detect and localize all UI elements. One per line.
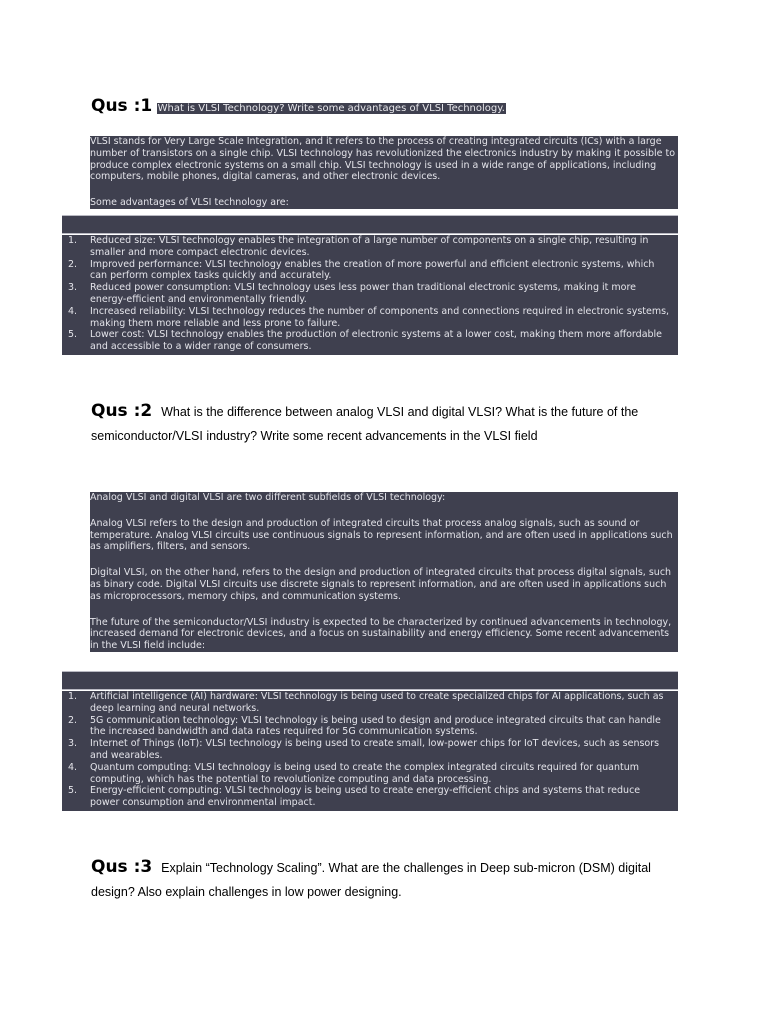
answer-2-p2: Analog VLSI refers to the design and production of integrated circuits that process analog signals, such as sound or temperature. Analog VLSI circuits use continuous signals to represent information, and are often used in applications such as amplifiers, filters, and sensors. bbox=[90, 517, 673, 553]
divider bbox=[62, 689, 678, 690]
question-1-heading bbox=[91, 96, 506, 116]
answer-2-gap-strip bbox=[62, 672, 678, 689]
answer-2-p1: Analog VLSI and digital VLSI are two different subfields of VLSI technology: bbox=[90, 492, 446, 503]
list-item: 4. Quantum computing: VLSI technology is being used to create the complex integrated circuits required for quantum computing, which has the potential to revolutionize computing and data processing. bbox=[68, 761, 639, 785]
question-1-label: Qus :1 bbox=[91, 96, 153, 116]
question-2-text: What is the difference between analog VLSI and digital VLSI? What is the future of the semiconductor/VLSI industry? Write some recent advancements in the VLSI field bbox=[91, 405, 639, 443]
list-item: 1. Artificial intelligence (AI) hardware: VLSI technology is being used to create specialized chips for AI applications, such as deep learning and neural networks. bbox=[68, 691, 664, 714]
list-item: 2. Improved performance: VLSI technology enables the creation of more powerful and efficient electronic systems, which can perform complex tasks quickly and accurately. bbox=[68, 258, 655, 282]
answer-2-list bbox=[62, 691, 678, 811]
list-item: 2. 5G communication technology: VLSI technology is being used to design and produce integrated circuits that can handle the increased bandwidth and data rates required for 5G communication systems. bbox=[68, 714, 661, 738]
question-2-label: Qus :2 bbox=[91, 401, 153, 421]
question-3-text: Explain “Technology Scaling”. What are the challenges in Deep sub-micron (DSM) digital design? Also explain challenges in low power designing. bbox=[91, 861, 651, 899]
list-item: 3. Reduced power consumption: VLSI technology uses less power than traditional electronic systems, making it more energy-efficient and environmentally friendly. bbox=[68, 282, 636, 305]
answer-2-text-block bbox=[90, 492, 678, 652]
answer-1-list bbox=[62, 235, 678, 355]
list-item: 5. Lower cost: VLSI technology enables the production of electronic systems at a lower cost, making them more affordable and accessible to a wider range of consumers. bbox=[68, 329, 663, 353]
answer-1-intro-block bbox=[90, 136, 678, 209]
answer-1-lead: Some advantages of VLSI technology are: bbox=[90, 197, 289, 209]
answer-2-p3: Digital VLSI, on the other hand, refers to the design and production of integrated circuits that process digital signals, such as binary code. Digital VLSI circuits use discrete signals to represent information, and are often used in applications such as microprocessors, memory chips, and communication systems. bbox=[90, 567, 672, 602]
list-item: 5. Energy-efficient computing: VLSI technology is being used to create energy-efficient chips and systems that reduce power consumption and environmental impact. bbox=[68, 785, 641, 809]
question-3-heading bbox=[91, 856, 661, 904]
question-2-heading bbox=[91, 400, 661, 448]
list-item: 4. Increased reliability: VLSI technology reduces the number of components and connections required in electronic systems, making them more reliable and less prone to failure. bbox=[68, 305, 670, 329]
list-item: 1. Reduced size: VLSI technology enables the integration of a large number of components on a single chip, resulting in smaller and more compact electronic devices. bbox=[68, 235, 649, 258]
divider bbox=[62, 233, 678, 234]
question-3-label: Qus :3 bbox=[91, 857, 153, 877]
answer-2-p4: The future of the semiconductor/VLSI industry is expected to be characterized by continued advancements in technology, increased demand for electronic devices, and a focus on sustainability and energy efficiency. Some recent advancements in the VLSI field include: bbox=[90, 616, 672, 652]
list-item: 3. Internet of Things (IoT): VLSI technology is being used to create small, low-power chips for IoT devices, such as sensors and wearables. bbox=[68, 738, 660, 761]
answer-1-intro: VLSI stands for Very Large Scale Integration, and it refers to the process of creating integrated circuits (ICs) with a large number of transistors on a single chip. VLSI technology has revolutionized the electronics industry by making it possible to produce complex electronic systems on a small chip. VLSI technology is used in a wide range of applications, including computers, mobile phones, digital cameras, and other electronic devices. bbox=[90, 136, 676, 183]
answer-1-gap-strip bbox=[62, 216, 678, 233]
question-1-text: What is VLSI Technology? Write some advantages of VLSI Technology. bbox=[157, 103, 505, 114]
